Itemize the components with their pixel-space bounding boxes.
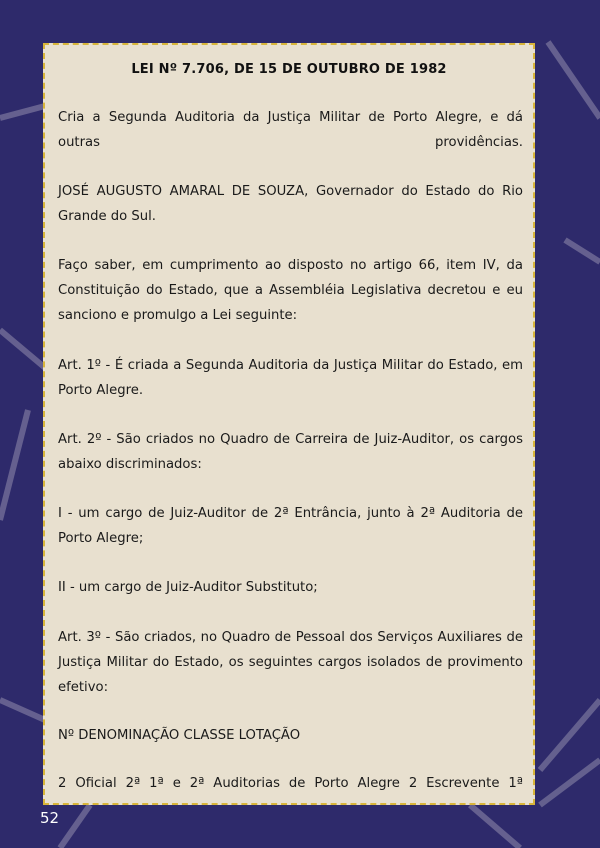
paragraph-item-ii: II - um cargo de Juiz-Auditor Substituto; xyxy=(58,580,318,595)
paragraph-art-3: Art. 3º - São criados, no Quadro de Pessoal dos Serviços Auxiliares de Justiça Militar do Estado, os seguintes cargos isolados de provimento efetivo: xyxy=(58,630,523,695)
paragraph-preamble: Faço saber, em cumprimento ao disposto no artigo 66, item IV, da Constituição do Estado, que a Assembléia Legislativa decretou e eu sanciono e promulgo a Lei seguinte: xyxy=(58,258,523,323)
law-title: LEI Nº 7.706, DE 15 DE OUTUBRO DE 1982 xyxy=(131,62,447,77)
document-panel xyxy=(43,43,535,805)
paragraph-ementa: Cria a Segunda Auditoria da Justiça Militar de Porto Alegre, e dá outras providências. xyxy=(58,110,523,150)
paragraph-art-2: Art. 2º - São criados no Quadro de Carreira de Juiz-Auditor, os cargos abaixo discriminados: xyxy=(58,432,523,472)
table-row: 2 Oficial 2ª 1ª e 2ª Auditorias de Porto Alegre 2 Escrevente 1ª xyxy=(58,776,523,791)
paragraph-governor: JOSÉ AUGUSTO AMARAL DE SOUZA, Governador do Estado do Rio Grande do Sul. xyxy=(58,184,523,224)
page-number: 52 xyxy=(40,809,60,827)
paragraph-art-1: Art. 1º - É criada a Segunda Auditoria da Justiça Militar do Estado, em Porto Alegre. xyxy=(58,358,523,398)
paragraph-item-i: I - um cargo de Juiz-Auditor de 2ª Entrância, junto à 2ª Auditoria de Porto Alegre; xyxy=(58,506,523,546)
table-header: Nº DENOMINAÇÃO CLASSE LOTAÇÃO xyxy=(58,728,301,743)
